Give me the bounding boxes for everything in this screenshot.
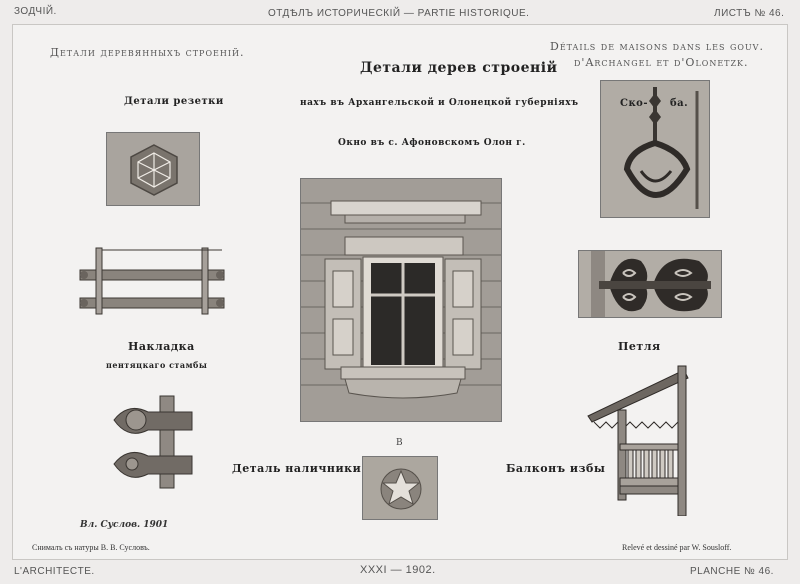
butterfly-hinge-icon: [579, 251, 722, 318]
footer-center: XXXI — 1902.: [360, 564, 436, 576]
rosette-photo: [106, 132, 200, 206]
credit-left: Снималъ съ натуры В. В. Сусловъ.: [32, 543, 150, 552]
header-left: ЗОДЧIЙ.: [14, 6, 57, 17]
butterfly-hinge-photo: [578, 250, 722, 318]
signature: Вл. Суслов. 1901: [80, 520, 169, 530]
label-balcony: Балконъ избы: [506, 462, 606, 475]
carved-window-illustration: [301, 179, 502, 422]
footer-right: PLANCHE № 46.: [690, 566, 774, 577]
credit-right: Relevé et dessiné par W. Souslоff.: [622, 543, 732, 552]
label-nakladka: Накладка: [128, 340, 195, 353]
center-title-3: Окно въ с. Афоновскомъ Олон г.: [338, 138, 526, 148]
lock-plate-drawing: [108, 394, 198, 490]
skoba-photo: [600, 80, 710, 218]
title-fr-line2: d'Archangel et d'Olonetzk.: [574, 56, 749, 69]
title-ru-left: Детали деревянныхъ строенiй.: [50, 46, 245, 59]
balcony-drawing: [584, 360, 694, 516]
center-title-2: нахъ въ Архангельской и Олонецкой губернiяхъ: [300, 98, 579, 108]
title-fr-line1: Détails de maisons dans les gouv.: [550, 40, 764, 53]
iron-handle-icon: [601, 81, 710, 218]
footer-left: L'ARCHITECTE.: [14, 566, 95, 577]
label-skoba-1: Ско-: [620, 98, 649, 109]
label-skoba-2: ба.: [670, 98, 689, 109]
header-center: ОТДѢЛЪ ИСТОРИЧЕСКIЙ — PARTIE HISTORIQUE.: [268, 8, 530, 19]
strap-hinge-drawing: [74, 244, 230, 318]
center-title-1: Детали дерев строенiй: [360, 60, 558, 76]
hex-rosette-icon: [107, 133, 200, 206]
star-rosette-photo: [362, 456, 438, 520]
window-photo: [300, 178, 502, 422]
header-right: ЛИСТЪ № 46.: [714, 8, 785, 19]
label-detail-top-left: Детали резетки: [124, 96, 224, 107]
label-letter-b: В: [396, 438, 403, 448]
label-petlya: Петля: [618, 340, 661, 353]
label-detail-bottom-left: Деталь наличники: [232, 462, 362, 475]
label-nakladka-sub: пентяцкаго стамбы: [106, 360, 208, 370]
six-point-star-icon: [363, 457, 438, 520]
